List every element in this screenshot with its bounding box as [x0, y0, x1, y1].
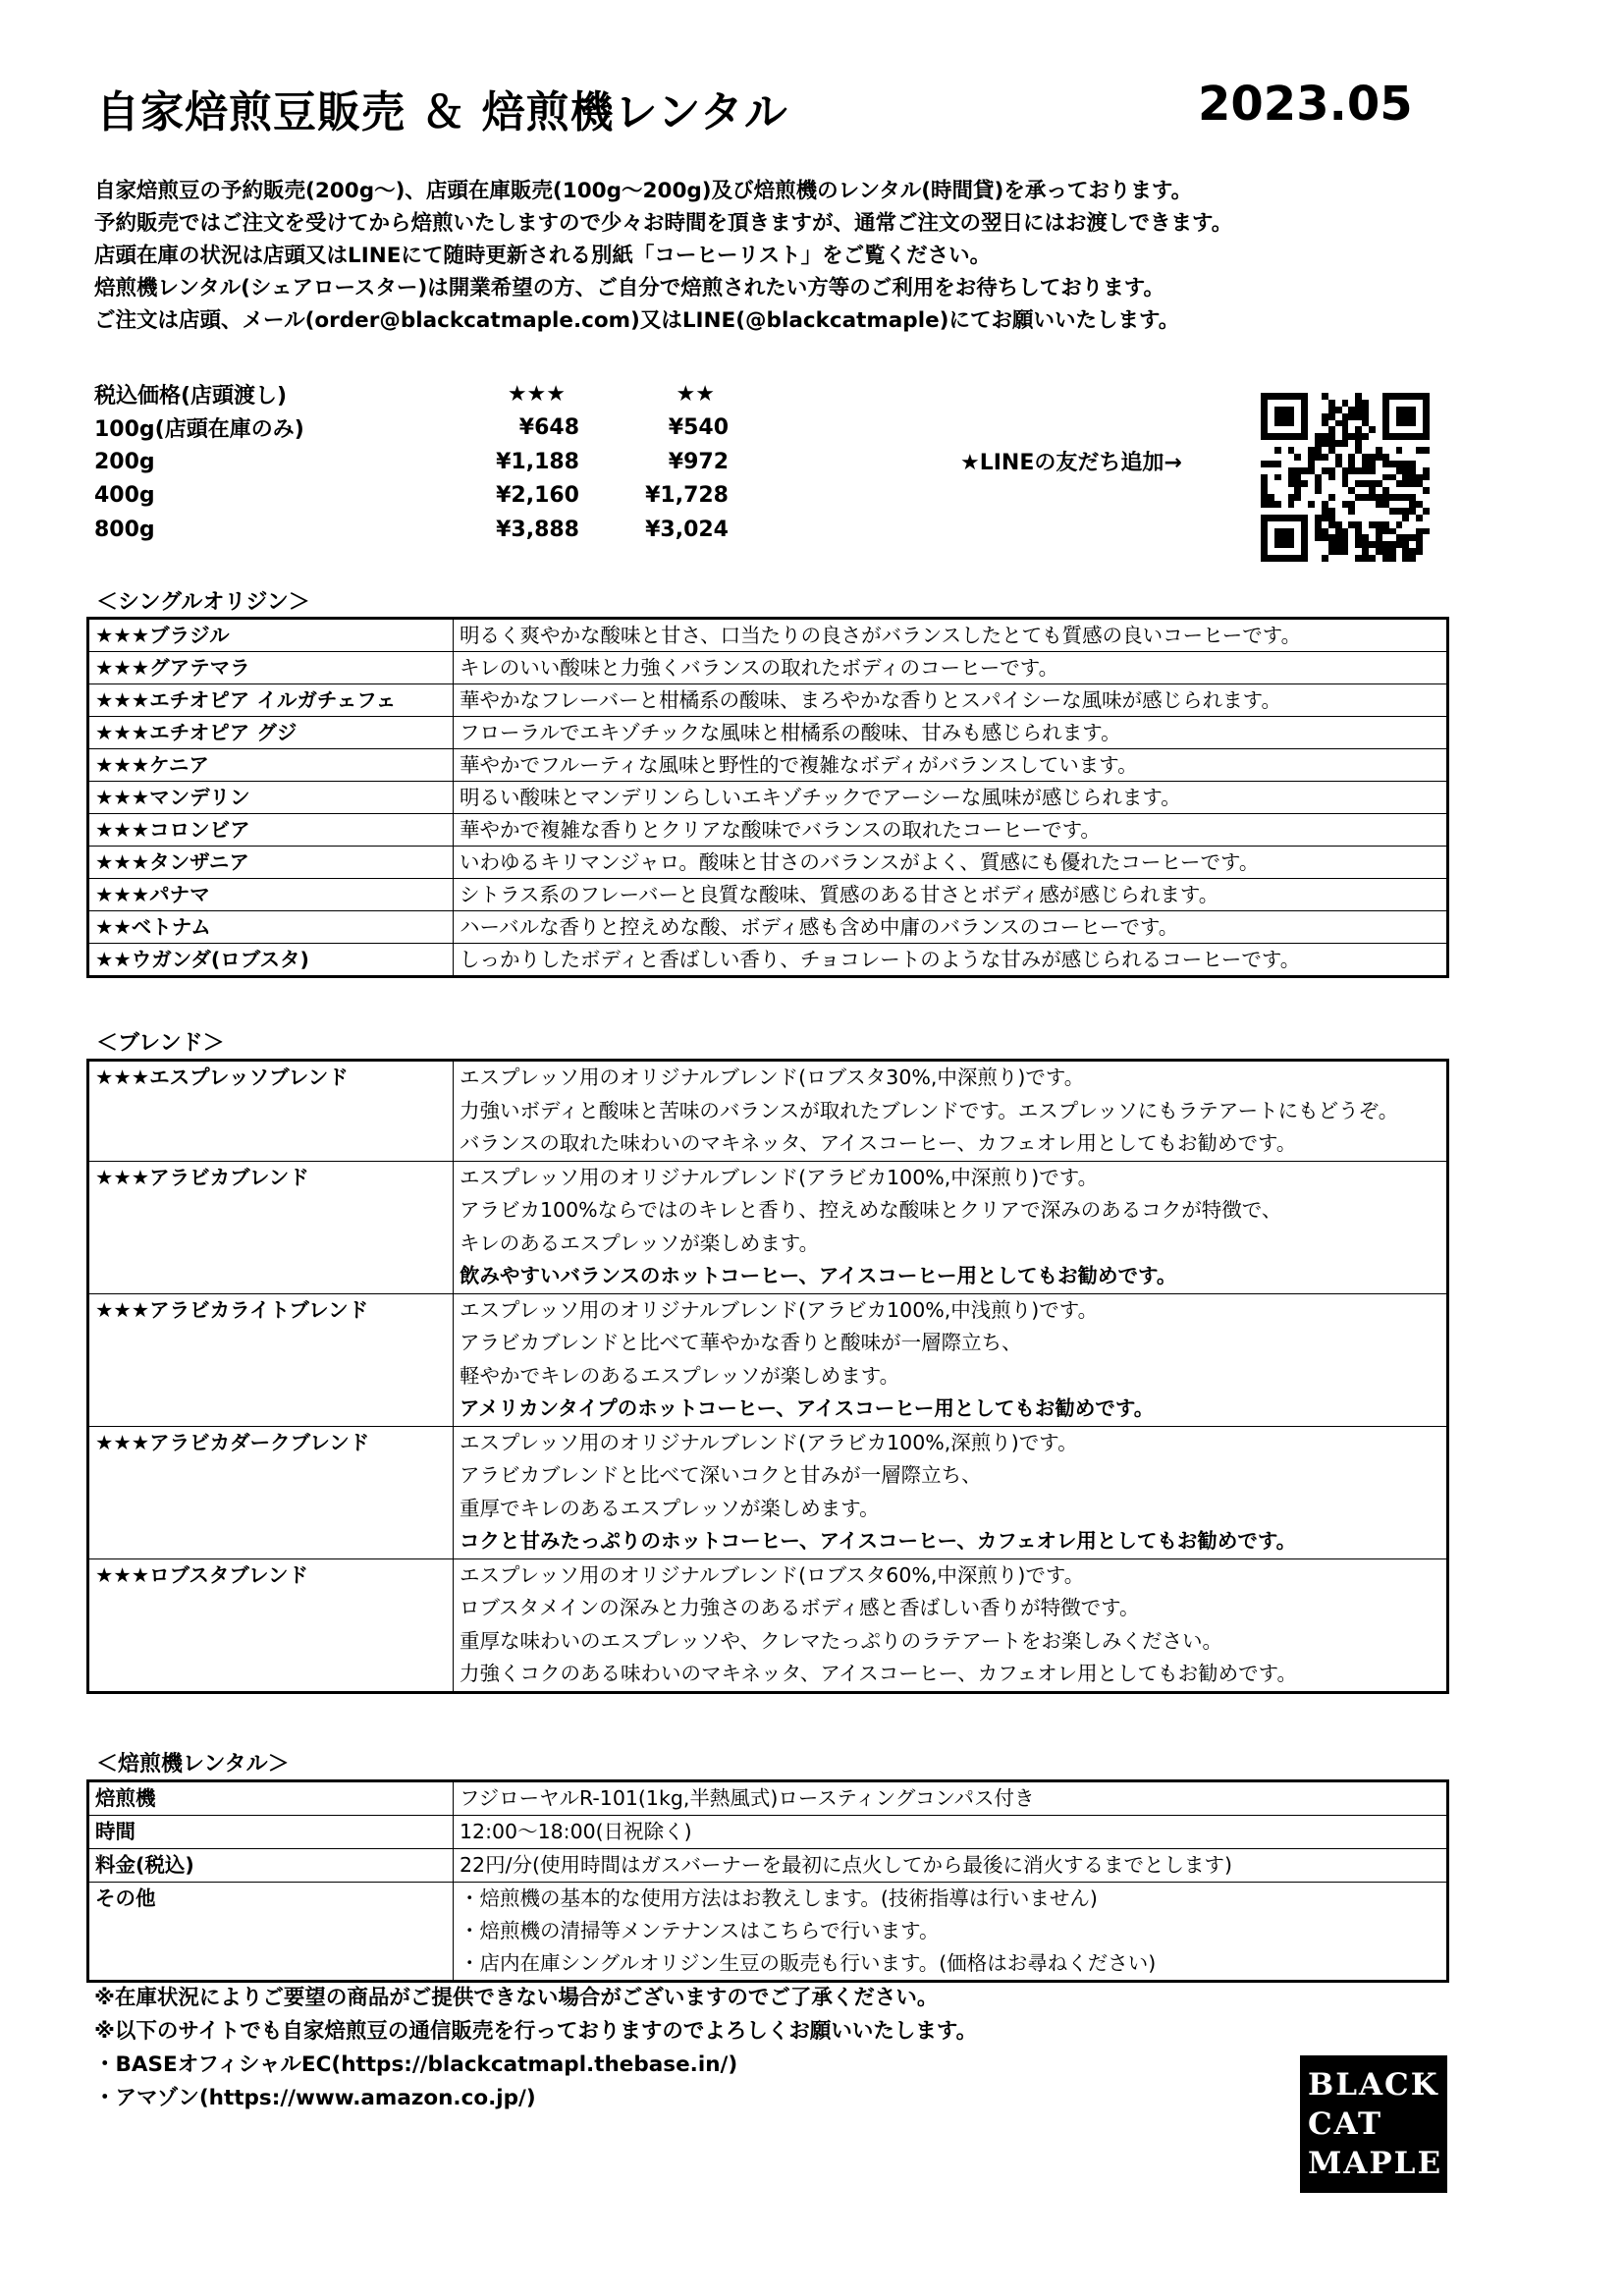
blend-line: アラビカブレンドと比べて深いコクと甘みが一層際立ち、 [460, 1463, 982, 1487]
table-row [88, 717, 1448, 749]
bean-name: ★★★マンデリン [88, 782, 454, 814]
page-title: 自家焙煎豆販売 ＆ 焙煎機レンタル [96, 87, 788, 137]
bean-name: ★★★エチオピア グジ [88, 717, 454, 749]
bean-description: しっかりしたボディと香ばしい香り、チョコレートのような甘みが感じられるコーヒーです。 [454, 944, 1448, 977]
footer-notes [94, 1982, 977, 2115]
table-row [88, 1558, 1448, 1692]
blend-line: アラビカ100%ならではのキレと香り、控えめな酸味とクリアで深みのあるコクが特徴で、 [460, 1198, 1282, 1222]
rental-note: ・焙煎機の基本的な使用方法はお教えします。(技術指導は行いません) [460, 1886, 1098, 1910]
footer-link[interactable]: ・BASEオフィシャルEC(https://blackcatmapl.thebase.in/) [94, 2052, 738, 2077]
intro-line: 焙煎機レンタル(シェアロースター)は開業希望の方、ご自分で焙煎されたい方等のご利用をお待ちしております。 [94, 276, 1165, 301]
bean-description: 明るい酸味とマンデリンらしいエキゾチックでアーシーな風味が感じられます。 [454, 782, 1448, 814]
blend-line: アラビカブレンドと比べて華やかな香りと酸味が一層際立ち、 [460, 1331, 1022, 1354]
rental-value: 12:00～18:00(日祝除く) [454, 1816, 1448, 1849]
blend-line: バランスの取れた味わいのマキネッタ、アイスコーヒー、カフェオレ用としてもお勧めです。 [460, 1131, 1297, 1155]
price-grade3: ¥1,188 [496, 449, 579, 474]
rental-label: 料金(税込) [88, 1849, 454, 1883]
bean-name: ★★★タンザニア [88, 847, 454, 879]
blend-line: 重厚な味わいのエスプレッソや、クレマたっぷりのラテアートをお楽しみください。 [460, 1628, 1222, 1653]
bean-description: フローラルでエキゾチックな風味と柑橘系の酸味、甘みも感じられます。 [454, 717, 1448, 749]
table-row [88, 782, 1448, 814]
price-row [94, 479, 729, 514]
price-grade3: ¥3,888 [496, 517, 579, 542]
bean-name: ★★ウガンダ(ロブスタ) [88, 944, 454, 977]
bean-description: 明るく爽やかな酸味と甘さ、口当たりの良さがバランスしたとても質感の良いコーヒーです。 [454, 619, 1448, 652]
blend-name: ★★★アラビカダークブレンド [88, 1426, 454, 1558]
single-origin-table [86, 617, 1449, 978]
price-header-row [94, 377, 729, 411]
table-row [88, 1849, 1448, 1883]
blend-line: エスプレッソ用のオリジナルブレンド(アラビカ100%,深煎り)です。 [460, 1430, 1078, 1454]
price-header-label: 税込価格(店頭渡し) [94, 383, 288, 409]
bean-name: ★★ベトナム [88, 911, 454, 944]
rental-note: ・店内在庫シングルオリジン生豆の販売も行います。(価格はお尋ねください) [460, 1951, 1157, 1975]
bean-name: ★★★エチオピア イルガチェフェ [88, 684, 454, 717]
table-row [88, 1816, 1448, 1849]
logo-line: CAT [1308, 2106, 1383, 2142]
price-weight: 200g [94, 449, 155, 474]
blend-line: 力強くコクのある味わいのマキネッタ、アイスコーヒー、カフェオレ用としてもお勧めです。 [460, 1662, 1298, 1685]
price-header-grade2: ★★ [676, 381, 715, 407]
blend-line: 軽やかでキレのあるエスプレッソが楽しめます。 [460, 1363, 900, 1388]
table-row [88, 1883, 1448, 1982]
bean-name: ★★★ブラジル [88, 619, 454, 652]
logo-line: BLACK [1308, 2067, 1439, 2103]
qr-code-icon[interactable] [1261, 393, 1430, 562]
blend-recommendation: コクと甘みたっぷりのホットコーヒー、アイスコーヒー、カフェオレ用としてもお勧めです。 [460, 1529, 1297, 1553]
price-grade2: ¥3,024 [645, 517, 729, 542]
blend-name: ★★★アラビカブレンド [88, 1161, 454, 1293]
blend-line: 重厚でキレのあるエスプレッソが楽しめます。 [460, 1496, 880, 1520]
price-table [94, 377, 729, 547]
price-weight: 400g [94, 483, 155, 509]
bean-name: ★★★パナマ [88, 879, 454, 911]
intro-line: ご注文は店頭、メール(order@blackcatmaple.com)又はLINE(@blackcatmaple)にてお願いいたします。 [94, 308, 1180, 333]
table-row [88, 652, 1448, 684]
rental-value [454, 1883, 1448, 1982]
table-row [88, 684, 1448, 717]
blend-description [454, 1161, 1448, 1293]
price-weight: 800g [94, 517, 155, 542]
rental-value: フジローヤルR-101(1kg,半熱風式)ロースティングコンパス付き [454, 1781, 1448, 1816]
rental-label: 時間 [88, 1816, 454, 1849]
bean-description: シトラス系のフレーバーと良質な酸味、質感のある甘さとボディ感が感じられます。 [454, 879, 1448, 911]
bean-description: 華やかで複雑な香りとクリアな酸味でバランスの取れたコーヒーです。 [454, 814, 1448, 847]
table-row [88, 814, 1448, 847]
rental-value: 22円/分(使用時間はガスバーナーを最初に点火してから最後に消火するまでとします) [454, 1849, 1448, 1883]
blend-line: エスプレッソ用のオリジナルブレンド(ロブスタ60%,中深煎り)です。 [460, 1562, 1085, 1587]
price-grade3: ¥648 [518, 415, 579, 441]
blend-recommendation: アメリカンタイプのホットコーヒー、アイスコーヒー用としてもお勧めです。 [460, 1396, 1155, 1420]
table-row [88, 879, 1448, 911]
table-row [88, 1061, 1448, 1162]
bean-description: キレのいい酸味と力強くバランスの取れたボディのコーヒーです。 [454, 652, 1448, 684]
bean-description: ハーバルな香りと控えめな酸、ボディ感も含め中庸のバランスのコーヒーです。 [454, 911, 1448, 944]
blend-name: ★★★アラビカライトブレンド [88, 1293, 454, 1426]
price-header-grade3: ★★★ [507, 381, 566, 407]
blend-line: エスプレッソ用のオリジナルブレンド(アラビカ100%,中深煎り)です。 [460, 1165, 1099, 1189]
table-row [88, 944, 1448, 977]
price-row [94, 513, 729, 547]
blend-line: エスプレッソ用のオリジナルブレンド(ロブスタ30%,中深煎り)です。 [460, 1066, 1085, 1089]
blend-description [454, 1426, 1448, 1558]
price-grade3: ¥2,160 [496, 483, 579, 509]
intro-line: 予約販売ではご注文を受けてから焙煎いたしますので少々お時間を頂きますが、通常ご注文の翌日にはお渡しできます。 [94, 211, 1233, 236]
blend-line: エスプレッソ用のオリジナルブレンド(アラビカ100%,中浅煎り)です。 [460, 1297, 1099, 1322]
rental-label: 焙煎機 [88, 1781, 454, 1816]
line-add-friend-label: ★LINEの友だち追加→ [960, 451, 1182, 475]
blend-description [454, 1558, 1448, 1692]
bean-description: 華やかなフレーバーと柑橘系の酸味、まろやかな香りとスパイシーな風味が感じられます。 [454, 684, 1448, 717]
table-row [88, 1781, 1448, 1816]
table-row [88, 847, 1448, 879]
table-row [88, 1293, 1448, 1426]
intro-line: 店頭在庫の状況は店頭又はLINEにて随時更新される別紙「コーヒーリスト」をご覧ください。 [94, 244, 992, 268]
intro-line: 自家焙煎豆の予約販売(200g～)、店頭在庫販売(100g～200g)及び焙煎機のレンタル(時間貸)を承っております。 [94, 179, 1193, 203]
price-grade2: ¥540 [668, 415, 729, 441]
table-row [88, 749, 1448, 782]
blend-description [454, 1061, 1448, 1162]
bean-name: ★★★グアテマラ [88, 652, 454, 684]
rental-label: その他 [88, 1883, 454, 1982]
table-row [88, 911, 1448, 944]
intro-text [94, 175, 1469, 337]
bean-description: 華やかでフルーティな風味と野性的で複雑なボディがバランスしています。 [454, 749, 1448, 782]
blend-name: ★★★エスプレッソブレンド [88, 1061, 454, 1162]
logo-line: MAPLE [1308, 2146, 1443, 2181]
footer-link[interactable]: ・アマゾン(https://www.amazon.co.jp/) [94, 2086, 536, 2110]
black-cat-maple-logo [1300, 2055, 1447, 2193]
blend-recommendation: 飲みやすいバランスのホットコーヒー、アイスコーヒー用としてもお勧めです。 [460, 1264, 1177, 1287]
price-row [94, 445, 729, 479]
blend-table [86, 1059, 1449, 1694]
rental-note: ・焙煎機の清掃等メンテナンスはこちらで行います。 [460, 1919, 940, 1942]
blend-heading: ＜ブレンド＞ [96, 1031, 225, 1056]
rental-heading: ＜焙煎機レンタル＞ [96, 1752, 290, 1777]
price-grade2: ¥1,728 [645, 483, 729, 509]
issue-date: 2023.05 [1198, 77, 1413, 132]
table-row [88, 1426, 1448, 1558]
footer-note: ※以下のサイトでも自家焙煎豆の通信販売を行っておりますのでよろしくお願いいたします。 [94, 2019, 978, 2044]
blend-line: 力強いボディと酸味と苦味のバランスが取れたブレンドです。エスプレッソにもラテアートにもどうぞ。 [460, 1098, 1399, 1122]
rental-table [86, 1779, 1449, 1983]
blend-name: ★★★ロブスタブレンド [88, 1558, 454, 1692]
price-row [94, 411, 729, 446]
price-grade2: ¥972 [668, 449, 729, 474]
blend-line: キレのあるエスプレッソが楽しめます。 [460, 1230, 820, 1255]
price-weight: 100g(店頭在庫のみ) [94, 417, 304, 443]
blend-description [454, 1293, 1448, 1426]
bean-name: ★★★ケニア [88, 749, 454, 782]
table-row [88, 1161, 1448, 1293]
footer-note: ※在庫状況によりご要望の商品がご提供できない場合がございますのでご了承ください。 [94, 1986, 939, 2010]
table-row [88, 619, 1448, 652]
single-origin-heading: ＜シングルオリジン＞ [96, 590, 310, 615]
bean-description: いわゆるキリマンジャロ。酸味と甘さのバランスがよく、質感にも優れたコーヒーです。 [454, 847, 1448, 879]
bean-name: ★★★コロンビア [88, 814, 454, 847]
blend-line: ロブスタメインの深みと力強さのあるボディ感と香ばしい香りが特徴です。 [460, 1596, 1140, 1619]
